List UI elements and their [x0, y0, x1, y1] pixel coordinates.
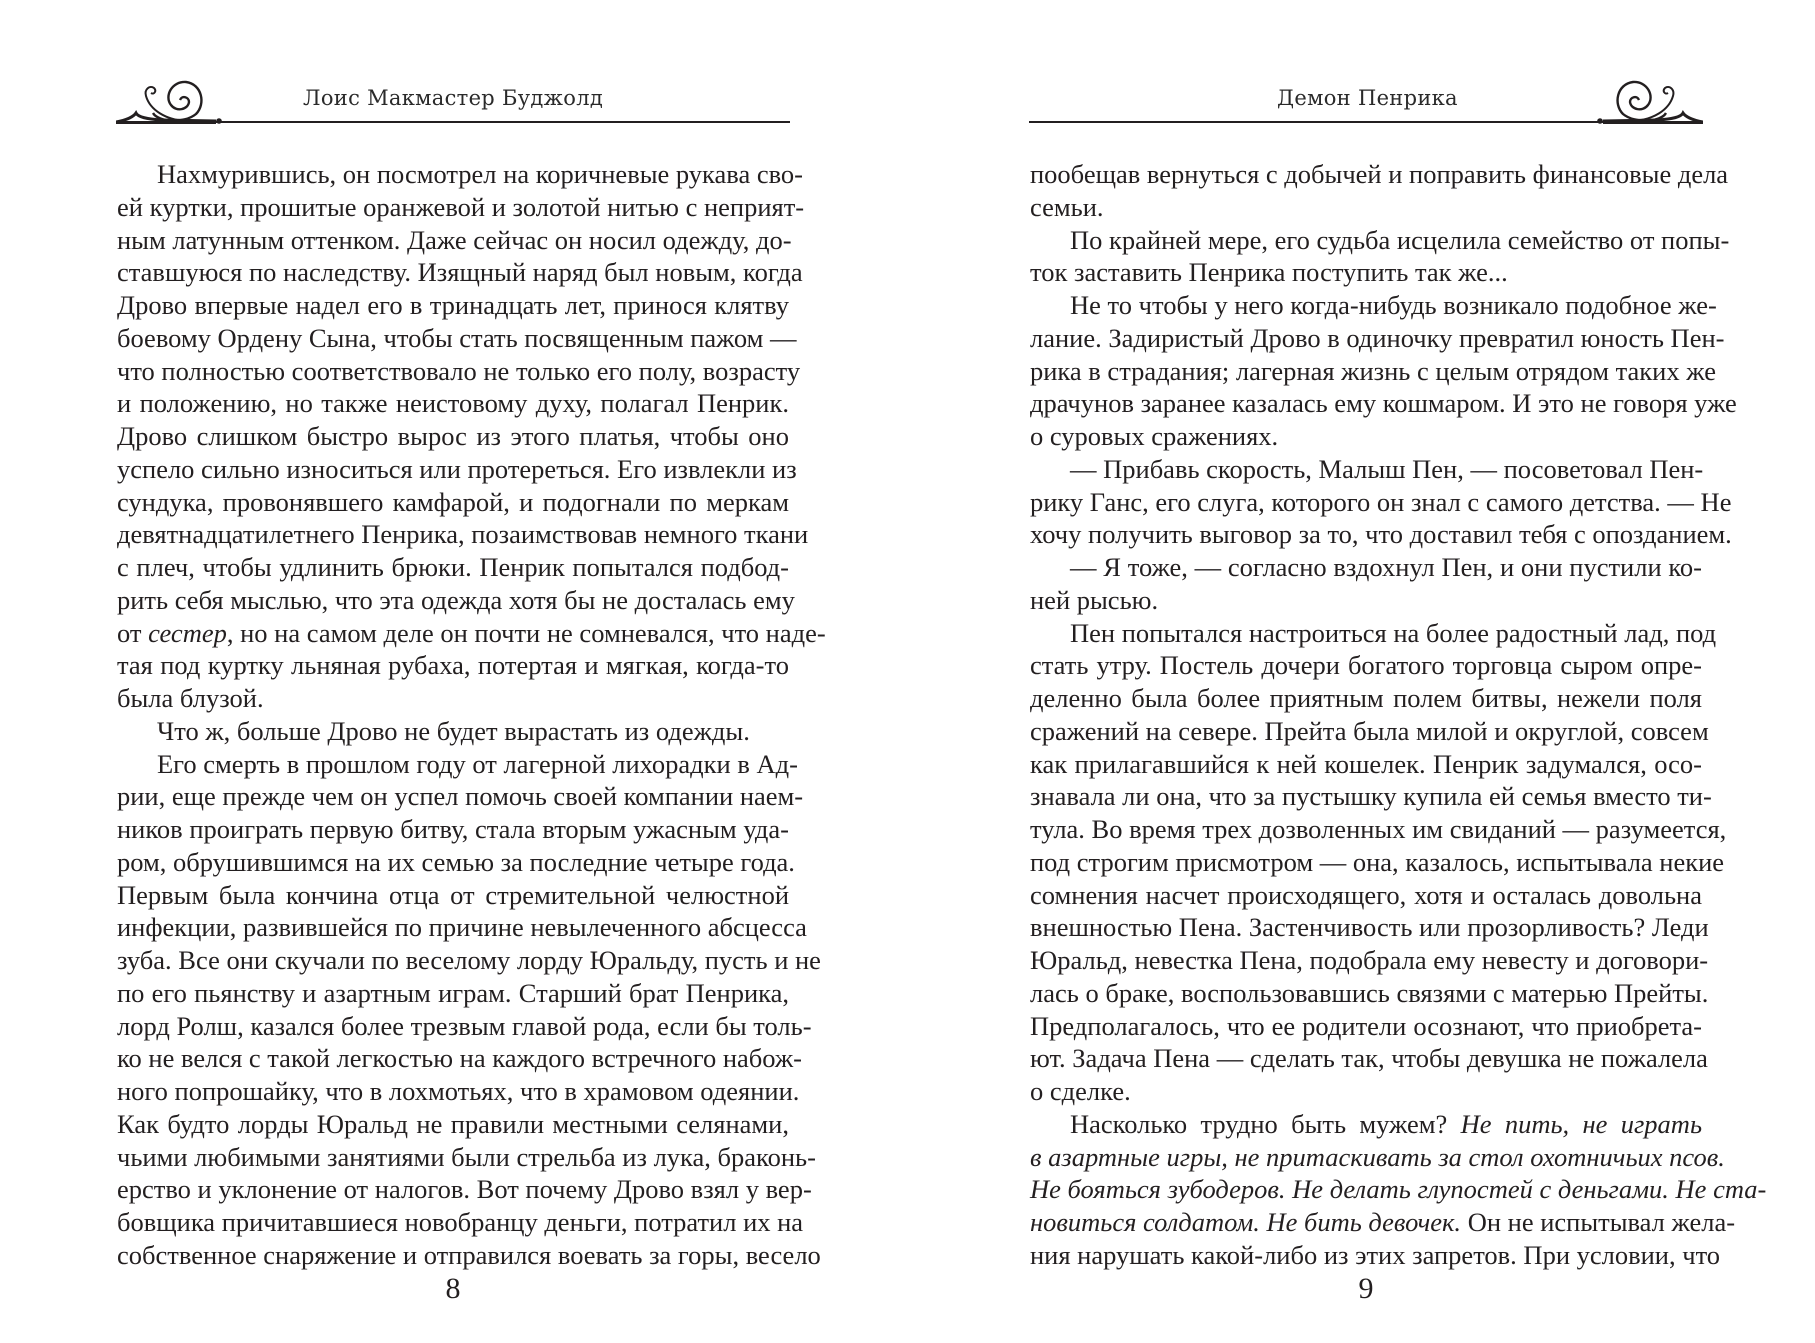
- text-line: под строгим присмотром — она, казалось, испытывала некие: [1030, 846, 1725, 877]
- body-text: [117, 158, 826, 1272]
- text-line: тая под куртку льняная рубаха, потертая и мягкая, когда-то: [117, 650, 789, 681]
- text-run: , но на самом деле он почти не сомневался, что наде-: [226, 617, 826, 648]
- text-line: ей куртки, прошитые оранжевой и золотой нитью с неприят-: [117, 191, 805, 222]
- text-line: ром, обрушившимся на их семью за последние четыре года.: [117, 846, 795, 877]
- running-head-author: Лоис Макмастер Буджолд: [303, 86, 604, 110]
- text-run: Насколько трудно быть мужем?: [1070, 1108, 1461, 1139]
- text-line: бовщика причитавшиеся новобранцу деньги, потратил их на: [117, 1207, 804, 1237]
- text-line: ным латунным оттенком. Даже сейчас он носил одежду, до-: [117, 224, 792, 255]
- text-line: [117, 617, 826, 650]
- page-number: 8: [445, 1272, 461, 1305]
- text-line: [1030, 1141, 1725, 1174]
- header-rule: [116, 121, 790, 123]
- text-line: чьими любимыми занятиями были стрельба из лука, браконь-: [117, 1141, 816, 1172]
- text-line: семьи.: [1030, 191, 1104, 222]
- text-line: внешностью Пена. Застенчивость или прозорливость? Леди: [1030, 912, 1709, 943]
- text-line: лорд Ролш, казался более трезвым главой рода, если бы толь-: [117, 1010, 812, 1041]
- text-line: Дрово впервые надел его в тринадцать лет, принося клятву: [117, 290, 789, 320]
- text-line: деленно была более приятным полем битвы, нежели поля: [1030, 683, 1702, 713]
- text-line: ют. Задача Пена — сделать так, чтобы девушка не пожалела: [1030, 1043, 1708, 1074]
- text-line: знавала ли она, что за пустышку купила ей семья вместо ти-: [1030, 781, 1712, 812]
- scroll-ornament-icon: [1583, 72, 1703, 128]
- text-line: девятнадцатилетнего Пенрика, позаимствовав немного ткани: [117, 519, 809, 550]
- text-line: ного попрошайку, что в лохмотьях, что в храмовом одеянии.: [117, 1076, 800, 1106]
- italic-text-run: сестер: [148, 617, 227, 648]
- text-line: тула. Во время трех дозволенных им свиданий — разумеется,: [1030, 814, 1727, 844]
- text-line: зуба. Все они скучали по веселому лорду Юральду, пусть и не: [117, 945, 821, 975]
- text-line: хочу получить выговор за то, что доставил тебя с опозданием.: [1030, 519, 1732, 550]
- text-line: как прилагавшийся к ней кошелек. Пенрик задумался, осо-: [1030, 748, 1702, 779]
- text-line: сомнения насчет происходящего, хотя и осталась довольна: [1030, 879, 1702, 910]
- text-line: Что ж, больше Дрово не будет вырастать из одежды.: [157, 715, 750, 746]
- text-line: рии, еще прежде чем он успел помочь своей компании наем-: [117, 781, 804, 812]
- text-run: Он не испытывал жела-: [1461, 1207, 1736, 1237]
- text-line: боевому Ордену Сына, чтобы стать посвященным пажом —: [117, 322, 797, 353]
- text-line: Дрово слишком быстро вырос из этого платья, чтобы оно: [117, 421, 789, 451]
- header-rule: [1029, 121, 1703, 123]
- text-line: Пен попытался настроиться на более радостный лад, под: [1070, 617, 1717, 648]
- text-line: Юральд, невестка Пена, подобрала ему невесту и договори-: [1030, 945, 1709, 975]
- text-line: ерство и уклонение от налогов. Вот почему Дрово взял у вер-: [117, 1174, 812, 1205]
- text-line: рику Ганс, его слуга, которого он знал с самого детства. — Не: [1030, 486, 1732, 517]
- text-line: ников проиграть первую битву, стала вторым ужасным уда-: [117, 814, 789, 844]
- text-line: и положению, но также неистовому духу, полагал Пенрик.: [117, 388, 789, 419]
- text-line: с плеч, чтобы удлинить брюки. Пенрик попытался подбод-: [117, 552, 789, 582]
- text-line: стать утру. Постель дочери богатого торговца сыром опре-: [1030, 650, 1702, 681]
- text-line: сундука, провонявшего камфарой, и подогнали по меркам: [117, 486, 789, 517]
- text-line: лание. Задиристый Дрово в одиночку превратил юность Пен-: [1030, 322, 1725, 353]
- text-run: от: [117, 617, 149, 648]
- italic-text-run: новиться солдатом. Не бить девочек.: [1030, 1207, 1462, 1237]
- text-line: Не то чтобы у него когда-нибудь возникало подобное же-: [1070, 290, 1717, 320]
- text-line: успело сильно износиться или протереться. Его извлекли из: [117, 453, 797, 484]
- text-line: ния нарушать какой-либо из этих запретов. При условии, что: [1030, 1239, 1721, 1270]
- text-line: драчунов заранее казалась ему кошмаром. И это не говоря уже: [1030, 388, 1737, 419]
- text-line: [1030, 1206, 1736, 1239]
- text-line: ней рысью.: [1030, 584, 1159, 615]
- text-line: о сделке.: [1030, 1076, 1131, 1106]
- text-line: инфекции, развившейся по причине невылеченного абсцесса: [117, 912, 807, 943]
- text-line: Как будто лорды Юральд не правили местными селянами,: [117, 1108, 789, 1139]
- text-line: Первым была кончина отца от стремительной челюстной: [117, 879, 789, 910]
- text-line: собственное снаряжение и отправился воевать за горы, весело: [117, 1239, 821, 1270]
- text-line: Предполагалось, что ее родители осознают, что приобрета-: [1030, 1010, 1702, 1041]
- running-head-title: Демон Пенрика: [1277, 86, 1458, 110]
- text-line: ставшуюся по наследству. Изящный наряд был новым, когда: [117, 257, 803, 288]
- text-line: по его пьянству и азартным играм. Старший брат Пенрика,: [117, 977, 789, 1008]
- text-line: По крайней мере, его судьба исцелила семейство от попы-: [1070, 224, 1730, 255]
- text-line: пообещав вернуться с добычей и поправить финансовые дела: [1030, 159, 1729, 189]
- text-line: о суровых сражениях.: [1030, 421, 1279, 451]
- italic-text-run: Не бояться зубодеров. Не делать глупостей с деньгами. Не ста-: [1030, 1174, 1767, 1205]
- text-line: сражений на севере. Прейта была милой и округлой, совсем: [1030, 715, 1709, 746]
- text-line: ток заставить Пенрика поступить так же...: [1030, 257, 1508, 288]
- text-line: — Прибавь скорость, Малыш Пен, — посоветовал Пен-: [1070, 453, 1704, 484]
- text-line: — Я тоже, — согласно вздохнул Пен, и они пустили ко-: [1070, 552, 1702, 582]
- page-number: 9: [1358, 1272, 1374, 1305]
- text-line: [1030, 1108, 1702, 1141]
- text-line: ко не велся с такой легкостью на каждого встречного набож-: [117, 1043, 802, 1074]
- text-line: [1030, 1173, 1767, 1206]
- text-line: Его смерть в прошлом году от лагерной лихорадки в Ад-: [157, 748, 798, 779]
- text-line: Нахмурившись, он посмотрел на коричневые рукава сво-: [157, 159, 804, 189]
- text-line: что полностью соответствовало не только его полу, возрасту: [117, 355, 801, 386]
- text-line: рить себя мыслью, что эта одежда хотя бы не досталась ему: [117, 584, 795, 615]
- scroll-ornament-icon: [116, 72, 236, 128]
- text-line: лась о браке, воспользовавшись связями с матерью Прейты.: [1030, 977, 1709, 1008]
- body-text: [1030, 158, 1767, 1272]
- text-line: была блузой.: [117, 683, 264, 713]
- text-line: рика в страдания; лагерная жизнь с целым отрядом таких же: [1030, 355, 1716, 386]
- italic-text-run: Не пить, не играть: [1460, 1108, 1703, 1139]
- italic-text-run: в азартные игры, не притаскивать за стол охотничьих псов.: [1030, 1141, 1725, 1172]
